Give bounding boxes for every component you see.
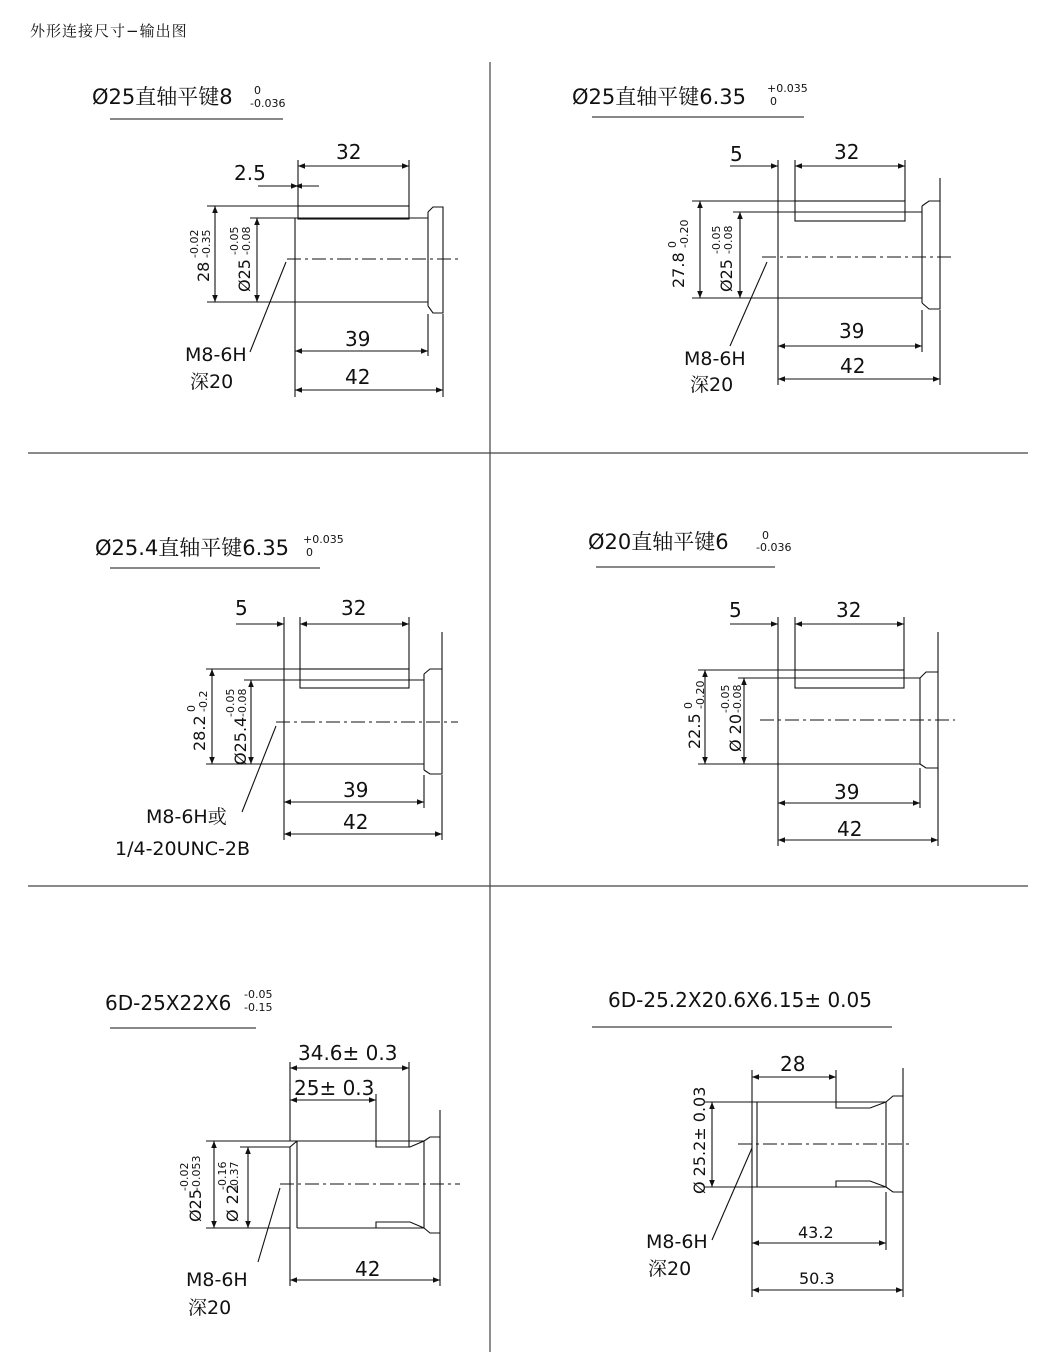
panel-3 xyxy=(95,533,458,860)
panel-2-inner-tol-bot: -0.08 xyxy=(722,225,735,254)
panel-3-len-long: 42 xyxy=(343,810,369,834)
panel-5-spline-short: 25± 0.3 xyxy=(294,1076,375,1100)
panel-6-shaft xyxy=(738,1096,912,1192)
panel-4-outer-tol-bot: -0.20 xyxy=(694,680,707,709)
panel-1-note-1: M8-6H xyxy=(185,344,247,366)
panel-1-key-length: 32 xyxy=(336,140,362,164)
panel-4-inner-tol-bot: -0.08 xyxy=(731,684,744,713)
panel-4-vertical-labels xyxy=(682,681,745,752)
panel-2-outer-dim: 27.8 xyxy=(669,252,688,288)
panel-3-outer-tol-bot: -0.2 xyxy=(197,690,210,712)
panel-5-inner-tol-bot: -0.37 xyxy=(228,1161,241,1190)
panel-1-title: Ø25直轴平键8 xyxy=(92,85,233,109)
panel-1-note-2: 深20 xyxy=(190,371,234,393)
panel-3-key-length: 32 xyxy=(341,596,367,620)
panel-4-key-length: 32 xyxy=(836,598,862,622)
panel-2-len-short: 39 xyxy=(839,319,865,343)
panel-2-tol-top: +0.035 xyxy=(767,82,808,95)
panel-1-len-short: 39 xyxy=(345,327,371,351)
panel-5-len-long: 42 xyxy=(355,1257,381,1281)
panel-5-outer-dim: Ø25 xyxy=(186,1189,205,1222)
panel-5-outer-tol-bot: -0.053 xyxy=(190,1155,203,1191)
panel-4-tol-top: 0 xyxy=(762,529,769,542)
panel-3-vertical-labels xyxy=(185,689,250,765)
panel-5-vertical-labels xyxy=(178,1156,242,1222)
panel-1-outer-tol-top: -0.02 xyxy=(188,229,201,258)
panel-3-title: Ø25.4直轴平键6.35 xyxy=(95,536,290,560)
panel-3-note-2: 1/4-20UNC-2B xyxy=(115,838,250,860)
panel-2-inner-tol-top: -0.05 xyxy=(710,225,723,254)
panel-6-note-2: 深20 xyxy=(648,1258,692,1280)
panel-3-inner-tol-top: -0.05 xyxy=(224,688,237,717)
panel-4-inner-tol-top: -0.05 xyxy=(719,684,732,713)
panel-1-inner-tol-top: -0.05 xyxy=(228,226,241,255)
panel-4-outer-tol-top: 0 xyxy=(682,702,695,709)
panel-5-outer-tol-top: -0.02 xyxy=(178,1162,191,1191)
panel-4 xyxy=(588,529,955,846)
panel-3-inner-tol-bot: -0.08 xyxy=(236,688,249,717)
panel-5-title: 6D-25X22X6 xyxy=(105,991,232,1015)
page-title: 外形连接尺寸−输出图 xyxy=(30,22,188,40)
panel-5-inner-dim: Ø 22 xyxy=(223,1183,242,1222)
panel-3-len-short: 39 xyxy=(343,778,369,802)
panel-2-outer-tol-top: 0 xyxy=(666,241,679,248)
panel-3-note-1: M8-6H或 xyxy=(146,806,227,828)
panel-1-key-offset: 2.5 xyxy=(234,161,266,185)
panel-2-note-1: M8-6H xyxy=(684,348,746,370)
panel-4-key-offset: 5 xyxy=(729,598,742,622)
panel-5-tol-top: -0.05 xyxy=(244,988,273,1001)
panel-4-outer-dim: 22.5 xyxy=(685,713,704,749)
panel-5-note-1: M8-6H xyxy=(186,1269,248,1291)
panel-3-shaft xyxy=(276,669,458,774)
panel-6-len-short: 43.2 xyxy=(798,1223,834,1242)
panel-1-outer-dim: 28 xyxy=(194,261,213,282)
panel-4-len-long: 42 xyxy=(837,817,863,841)
panel-2-inner-dim: Ø25 xyxy=(717,259,736,292)
panel-3-outer-tol-top: 0 xyxy=(185,705,198,712)
panel-2-title: Ø25直轴平键6.35 xyxy=(572,85,747,109)
panel-1-shaft xyxy=(287,206,460,313)
panel-6-note-1: M8-6H xyxy=(646,1231,708,1253)
grid-lines xyxy=(28,62,1028,1352)
panel-3-outer-dim: 28.2 xyxy=(190,715,209,751)
panel-5-note-2: 深20 xyxy=(188,1297,232,1319)
panel-2-shaft xyxy=(762,201,955,309)
panel-1 xyxy=(92,84,460,397)
panel-2-outer-tol-bot: -0.20 xyxy=(678,219,691,248)
panel-6-len-long: 50.3 xyxy=(799,1269,835,1288)
panel-2-key-offset: 5 xyxy=(730,142,743,166)
panel-3-tol-bot: 0 xyxy=(306,546,313,559)
panel-1-inner-tol-bot: -0.08 xyxy=(240,226,253,255)
panel-6-title: 6D-25.2X20.6X6.15± 0.05 xyxy=(608,988,872,1012)
panel-1-len-long: 42 xyxy=(345,365,371,389)
panel-2-tol-bot: 0 xyxy=(770,95,777,108)
panel-4-shaft xyxy=(760,670,955,768)
panel-4-title: Ø20直轴平键6 xyxy=(588,530,729,554)
panel-6-outer-dim: Ø 25.2± 0.03 xyxy=(690,1086,709,1194)
panel-3-key-offset: 5 xyxy=(235,596,248,620)
panel-5-tol-bot: -0.15 xyxy=(244,1001,273,1014)
panel-5 xyxy=(105,988,460,1319)
panel-2-key-length: 32 xyxy=(834,140,860,164)
panel-6-spline: 28 xyxy=(780,1052,806,1076)
panel-3-tol-top: +0.035 xyxy=(303,533,344,546)
panel-4-len-short: 39 xyxy=(834,780,860,804)
panel-1-inner-dim: Ø25 xyxy=(235,259,254,292)
panel-4-tol-bot: -0.036 xyxy=(756,541,792,554)
panel-6 xyxy=(592,988,912,1297)
panel-3-inner-dim: Ø25.4 xyxy=(231,716,250,765)
panel-5-inner-tol-top: -0.16 xyxy=(216,1161,229,1190)
panel-1-vertical-labels xyxy=(188,227,254,292)
panel-4-inner-dim: Ø 20 xyxy=(726,713,745,752)
panel-5-shaft xyxy=(280,1137,460,1233)
panel-2-note-2: 深20 xyxy=(690,374,734,396)
panel-2-vertical-labels xyxy=(666,220,736,292)
panel-5-spline-long: 34.6± 0.3 xyxy=(298,1041,398,1065)
panel-2-len-long: 42 xyxy=(840,354,866,378)
panel-1-outer-tol-bot: -0.35 xyxy=(200,229,213,258)
panel-1-tol-bot: -0.036 xyxy=(250,97,286,110)
panel-2 xyxy=(572,82,955,396)
panel-1-tol-top: 0 xyxy=(254,84,261,97)
